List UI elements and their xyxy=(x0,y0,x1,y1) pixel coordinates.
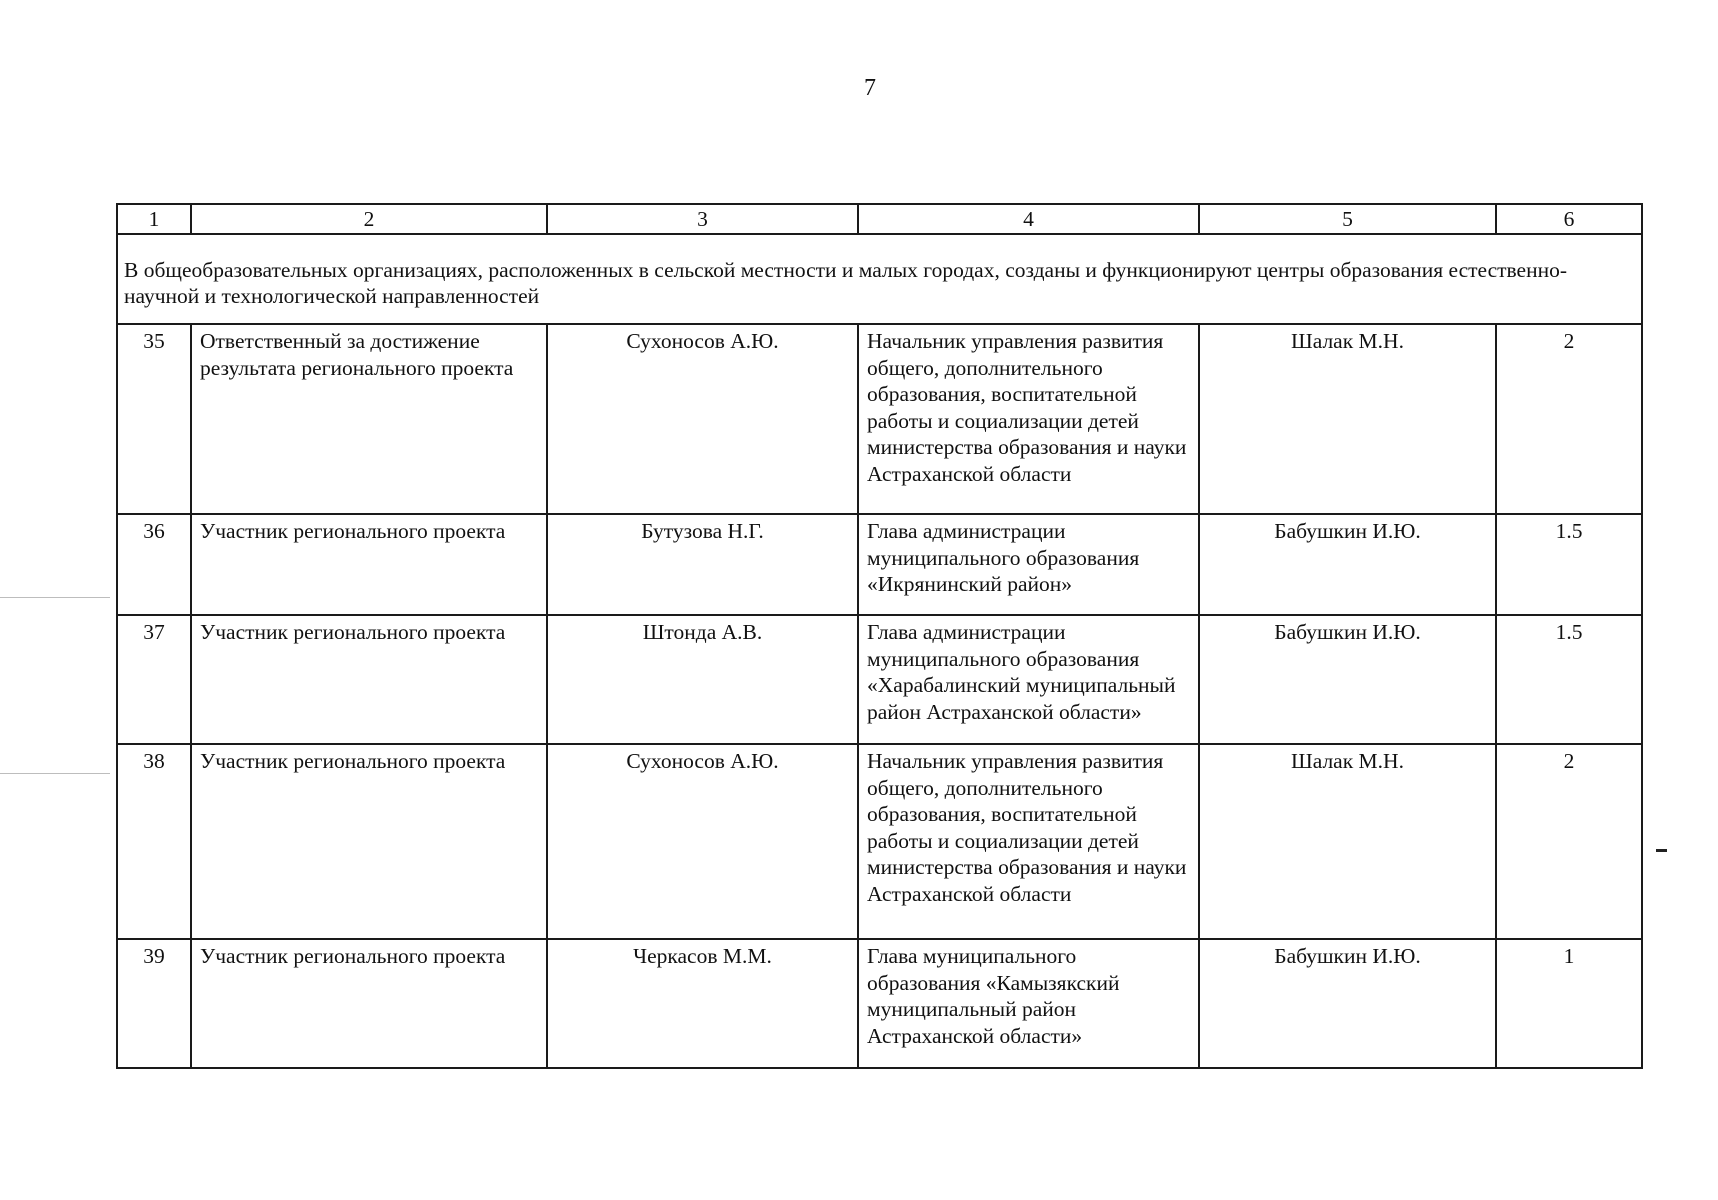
row-role: Участник регионального проекта xyxy=(191,939,547,1068)
column-number: 6 xyxy=(1496,204,1642,234)
table-row xyxy=(117,324,1642,514)
row-person: Штонда А.В. xyxy=(547,615,858,744)
row-number: 35 xyxy=(117,324,191,514)
scan-mark xyxy=(1656,849,1667,852)
row-value: 1.5 xyxy=(1496,615,1642,744)
row-person: Сухоносов А.Ю. xyxy=(547,744,858,939)
row-position: Глава муниципального образования «Камызякский муниципальный район Астраханской области» xyxy=(858,939,1199,1068)
margin-line xyxy=(0,597,110,598)
row-position: Глава администрации муниципального образования «Икрянинский район» xyxy=(858,514,1199,615)
row-role: Участник регионального проекта xyxy=(191,744,547,939)
row-supervisor: Шалак М.Н. xyxy=(1199,744,1496,939)
row-position: Глава администрации муниципального образования «Харабалинский муниципальный район Астраханской области» xyxy=(858,615,1199,744)
column-number: 4 xyxy=(858,204,1199,234)
section-heading: В общеобразовательных организациях, расположенных в сельской местности и малых городах, созданы и функционируют центры образования естественно-научной и технологической направленностей xyxy=(117,234,1642,324)
row-value: 1.5 xyxy=(1496,514,1642,615)
column-number: 5 xyxy=(1199,204,1496,234)
row-position: Начальник управления развития общего, дополнительного образования, воспитательной работы и социализации детей министерства образования и науки Астраханской области xyxy=(858,324,1199,514)
column-number: 1 xyxy=(117,204,191,234)
row-supervisor: Шалак М.Н. xyxy=(1199,324,1496,514)
table-row xyxy=(117,615,1642,744)
column-number: 3 xyxy=(547,204,858,234)
row-person: Бутузова Н.Г. xyxy=(547,514,858,615)
table-row xyxy=(117,744,1642,939)
row-supervisor: Бабушкин И.Ю. xyxy=(1199,615,1496,744)
row-number: 37 xyxy=(117,615,191,744)
row-number: 36 xyxy=(117,514,191,615)
row-value: 2 xyxy=(1496,324,1642,514)
column-number-row xyxy=(117,204,1642,234)
margin-line xyxy=(0,773,110,774)
table-row xyxy=(117,939,1642,1068)
row-person: Сухоносов А.Ю. xyxy=(547,324,858,514)
page-number: 7 xyxy=(864,75,876,101)
row-role: Участник регионального проекта xyxy=(191,514,547,615)
row-value: 1 xyxy=(1496,939,1642,1068)
section-heading-row xyxy=(117,234,1642,324)
row-supervisor: Бабушкин И.Ю. xyxy=(1199,939,1496,1068)
row-person: Черкасов М.М. xyxy=(547,939,858,1068)
row-number: 39 xyxy=(117,939,191,1068)
row-role: Участник регионального проекта xyxy=(191,615,547,744)
responsibility-table xyxy=(116,203,1643,1069)
row-role: Ответственный за достижение результата регионального проекта xyxy=(191,324,547,514)
row-supervisor: Бабушкин И.Ю. xyxy=(1199,514,1496,615)
row-value: 2 xyxy=(1496,744,1642,939)
row-position: Начальник управления развития общего, дополнительного образования, воспитательной работы и социализации детей министерства образования и науки Астраханской области xyxy=(858,744,1199,939)
table-row xyxy=(117,514,1642,615)
row-number: 38 xyxy=(117,744,191,939)
column-number: 2 xyxy=(191,204,547,234)
